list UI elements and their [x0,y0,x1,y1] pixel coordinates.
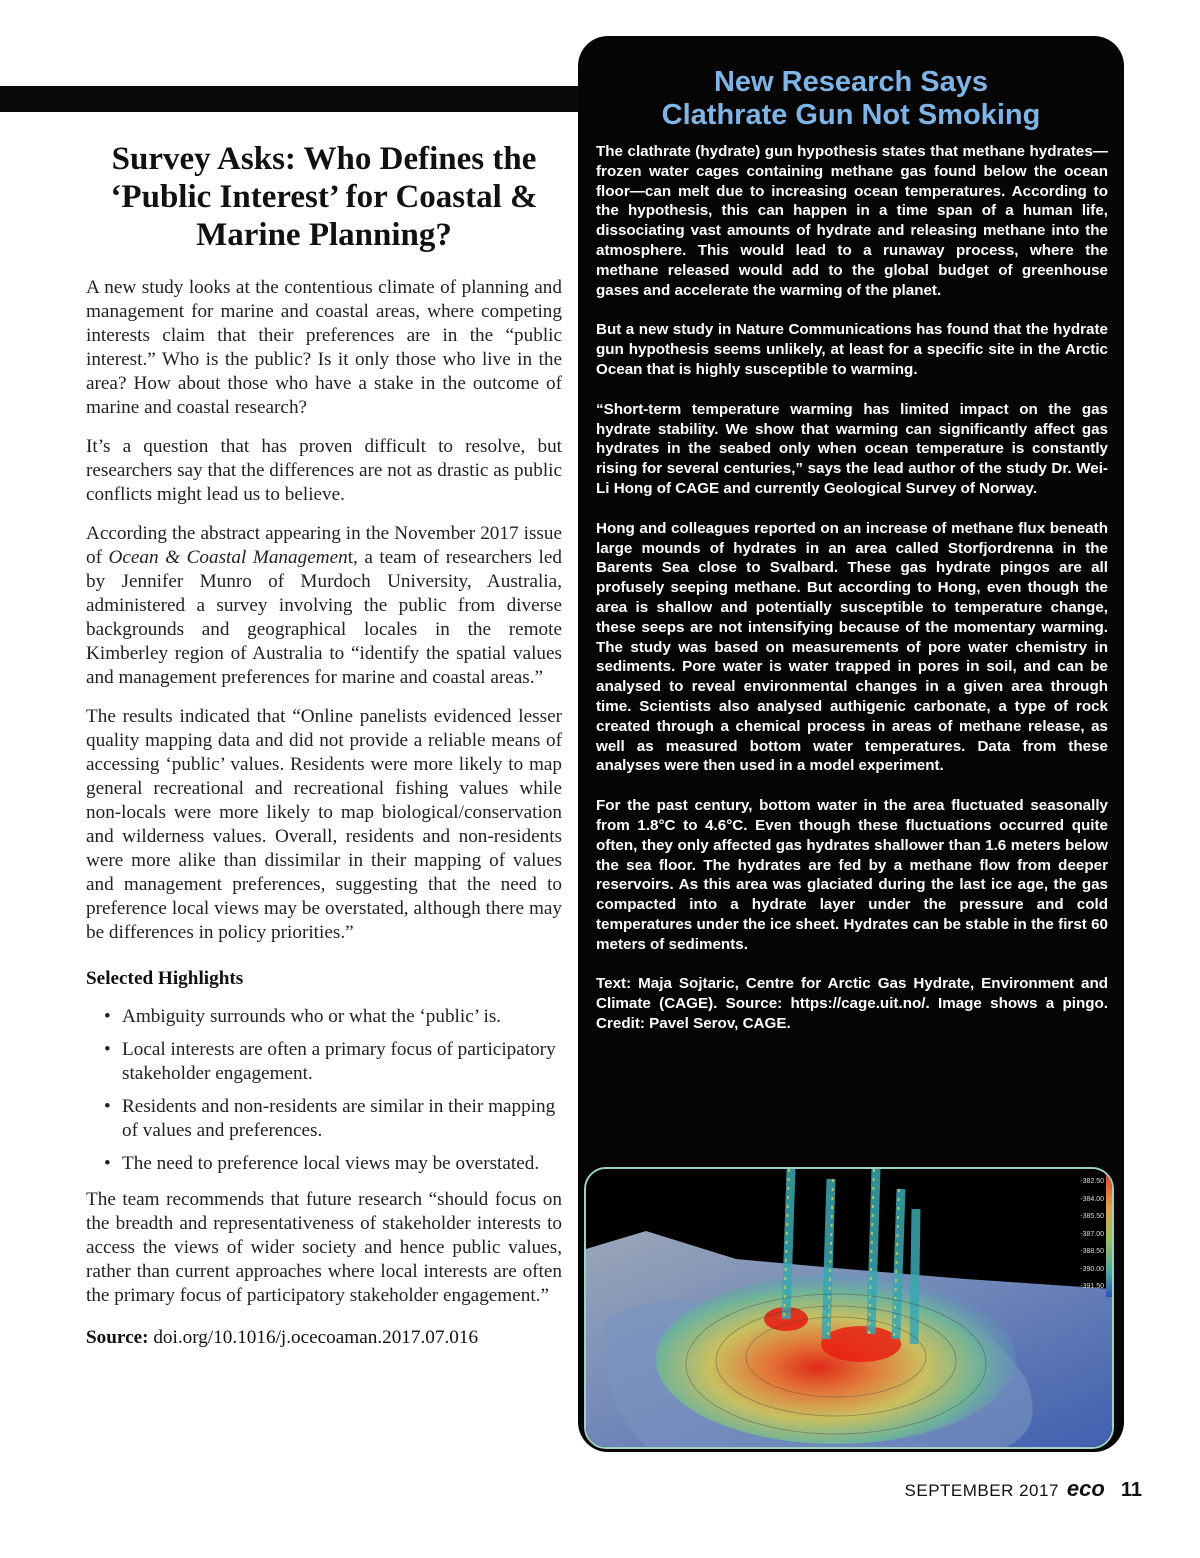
article-paragraph-1: A new study looks at the contentious climate of planning and management for marine and coastal areas, where competing interests claim that their preferences are in the “public interest.” Who is the public? Is it only those who live in the area? How about those who have a stake in the outcome of marine and coastal research? [86,277,562,418]
scale-label: -385.50 [1080,1213,1104,1220]
article-paragraph-5: The team recommends that future research “should focus on the breadth and representativeness of stakeholder interests to access the views of wider society and hence public values, rather than current approaches where local interests are often the primary focus of participatory stakeholder engagement.” [86,1189,562,1306]
sidebar-body [596,142,1108,1054]
bullet-icon: • [104,1096,111,1117]
sidebar-credit: Text: Maja Sojtaric, Centre for Arctic Gas Hydrate, Environment and Climate (CAGE). Source: https://cage.uit.no/. Image shows a pingo. Credit: Pavel Serov, CAGE. [596,975,1108,1033]
scale-label: -387.00 [1080,1230,1104,1238]
header-rule [0,86,600,112]
article-paragraph-3 [86,522,562,690]
paragraph-3-rest: t, a team of researchers led by Jennifer Munro of Murdoch University, Australia, administered a survey involving the public from diverse backgrounds and geographical locales in the remote Kimberley region of Australia to “identify the spatial values and management preferences for marine and coastal areas.” [86,547,562,688]
highlight-text: The need to preference local views may be overstated. [122,1153,540,1174]
highlight-item [86,1038,562,1086]
highlight-item [86,1152,562,1176]
source-doi: doi.org/10.1016/j.ocecoaman.2017.07.016 [153,1327,479,1348]
bullet-icon: • [104,1039,111,1060]
bullet-icon: • [104,1006,111,1027]
sidebar-title-line-1: New Research Says [713,66,989,98]
pingo-seafloor-image [586,1169,1112,1447]
scale-label: -390.00 [1080,1265,1104,1273]
page-footer [905,1476,1142,1502]
sidebar-paragraph-5: For the past century, bottom water in the area fluctuated seasonally from 1.8°C to 4.6°C. Even though these fluctuations occurred quite often, they only affected gas hydrates shallower than 1.6 meters below the sea floor. The hydrates are fed by a methane flow from deeper reservoirs. As this area was glaciated during the last ice age, the gas compacted into a hydrate layer under the pressure and cold temperatures under the ice sheet. Hydrates can be stable in the first 60 meters of sediments. [596,797,1108,953]
paragraph-3-lead: According the abstract appearing in the November 2017 issue of [86,523,562,568]
sidebar-title [578,66,1124,132]
page-number: 11 [1120,1479,1142,1501]
highlight-text: Local interests are often a primary focus of participatory stakeholder engagement. [122,1039,556,1084]
journal-name: Ocean & Coastal Managemen [108,547,348,568]
highlight-item [86,1005,562,1029]
pingo-figure [584,1167,1114,1449]
article-paragraph-2: It’s a question that has proven difficult to resolve, but researchers say that the differences are not as drastic as public conflicts might lead us to believe. [86,436,562,505]
magazine-name: eco [1066,1476,1105,1501]
scale-label: -382.50 [1080,1178,1104,1185]
sidebar-paragraph-2: But a new study in Nature Communications has found that the hydrate gun hypothesis seems unlikely, at least for a specific site in the Arctic Ocean that is highly susceptible to warming. [596,321,1108,378]
sidebar-paragraph-4: Hong and colleagues reported on an increase of methane flux beneath large mounds of hydrates in an area called Storfjordrenna in the Barents Sea close to Svalbard. These gas hydrate pingos are all profusely seeping methane. But according to Hong, even though the area is shallow and potentially susceptible to temperature change, these seeps are not intensifying because of the momentary warming. The study was based on measurements of pore water chemistry in sediments. Pore water is water trapped in pores in soil, and can be analysed to reveal environmental changes in a given area through time. Scientists also analysed authigenic carbonate, a type of rock created through a chemical process in areas of methane release, as well as measured bottom water temperatures. Data from these analyses were then used in a model experiment. [596,519,1108,775]
sidebar-paragraph-1: The clathrate (hydrate) gun hypothesis states that methane hydrates—frozen water cages containing methane gas found below the ocean floor—can melt due to increasing ocean temperatures. According to the hypothesis, this can happen in a time span of a human life, dissociating vast amounts of hydrate and releasing methane into the atmosphere. This would lead to a runaway process, where the methane released would add to the global budget of greenhouse gases and accelerate the warming of the planet. [596,143,1108,299]
article-source [86,1326,562,1350]
highlight-text: Residents and non-residents are similar in their mapping of values and preferences. [122,1096,556,1141]
highlight-item [86,1095,562,1143]
highlights-heading: Selected Highlights [86,968,244,989]
sidebar-paragraph-3: “Short-term temperature warming has limited impact on the gas hydrate stability. We show that warming can significantly affect gas hydrates in the seabed only when ocean temperature is constantly rising for several centuries,” says the lead author of the study Dr. Wei-Li Hong of CAGE and currently Geological Survey of Norway. [596,400,1108,497]
sidebar-title-line-2: Clathrate Gun Not Smoking [661,99,1041,131]
main-article [86,140,562,1350]
sidebar-box [578,36,1124,1452]
color-scale-labels [1080,1173,1104,1296]
scale-label: -388.50 [1080,1248,1104,1255]
bullet-icon: • [104,1153,111,1174]
source-label: Source: [86,1327,149,1348]
highlight-text: Ambiguity surrounds who or what the ‘public’ is. [122,1006,502,1027]
article-paragraph-4: The results indicated that “Online panelists evidenced lesser quality mapping data and did not provide a reliable means of accessing ‘public’ values. Residents were more likely to map general recreational and recreational fishing values while non-locals were more likely to map biological/conservation and wilderness values. Overall, residents and non-residents were more alike than dissimilar in their mapping of values and management preferences, suggesting that the need to preference local views may be overstated, although there may be differences in policy priorities.” [86,706,562,943]
highlights-list [86,1005,562,1176]
article-headline: Survey Asks: Who Defines the ‘Public Interest’ for Coastal & Marine Planning? [110,141,538,253]
issue-date: SEPTEMBER 2017 [904,1481,1059,1500]
scale-label: -384.00 [1080,1195,1104,1203]
scale-label: -391.50 [1080,1283,1104,1290]
